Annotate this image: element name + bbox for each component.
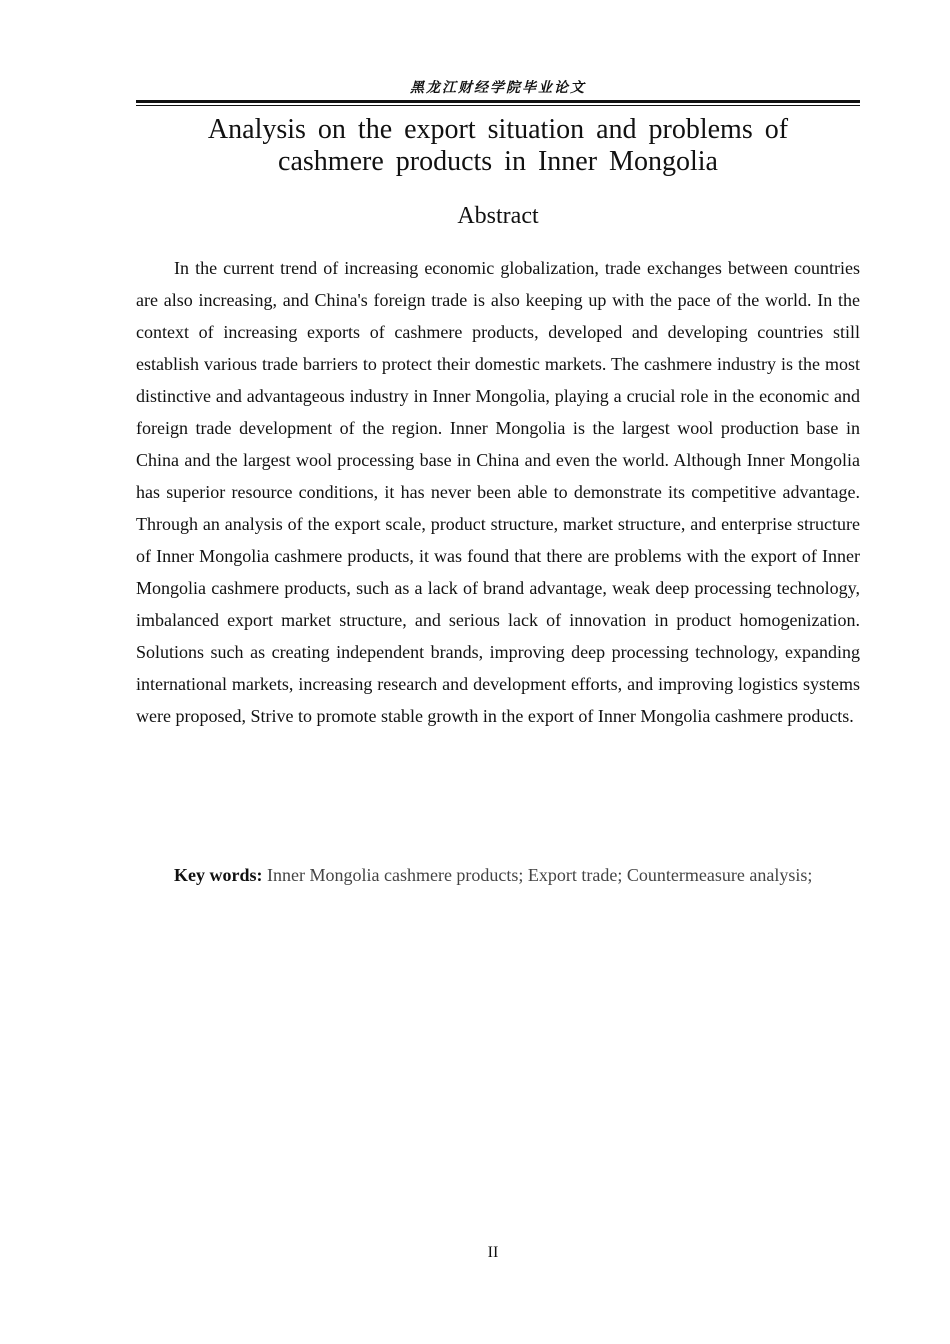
abstract-heading: Abstract — [457, 203, 539, 229]
header-rule-thick — [136, 100, 860, 103]
paper-title: Analysis on the export situation and problems of cashmere products in Inner Mongolia — [207, 114, 789, 177]
header-rule-thin — [136, 105, 860, 106]
keywords-text: Inner Mongolia cashmere products; Export trade; Countermeasure analysis; — [262, 865, 813, 885]
keywords-label: Key words: — [174, 865, 263, 885]
abstract-body: In the current trend of increasing economic globalization, trade exchanges between countries are also increasing, and China's foreign trade is also keeping up with the pace of the world. In the context of increasing exports of cashmere products, developed and developing countries still establish various trade barriers to protect their domestic markets. The cashmere industry is the most distinctive and advantageous industry in Inner Mongolia, playing a crucial role in the economic and foreign trade development of the region. Inner Mongolia is the largest wool production base in China and the largest wool processing base in China and even the world. Although Inner Mongolia has superior resource conditions, it has never been able to demonstrate its competitive advantage. Through an analysis of the export scale, product structure, market structure, and enterprise structure of Inner Mongolia cashmere products, it was found that there are problems with the export of Inner Mongolia cashmere products, such as a lack of brand advantage, weak deep processing technology, imbalanced export market structure, and serious lack of innovation in product homogenization. Solutions such as creating independent brands, improving deep processing technology, expanding international markets, increasing research and development efforts, and improving logistics systems were proposed, Strive to promote stable growth in the export of Inner Mongolia cashmere products. — [136, 258, 860, 726]
running-header: 黑龙江财经学院毕业论文 — [410, 80, 586, 96]
page-number: II — [487, 1244, 499, 1261]
keywords-paragraph — [136, 859, 860, 891]
